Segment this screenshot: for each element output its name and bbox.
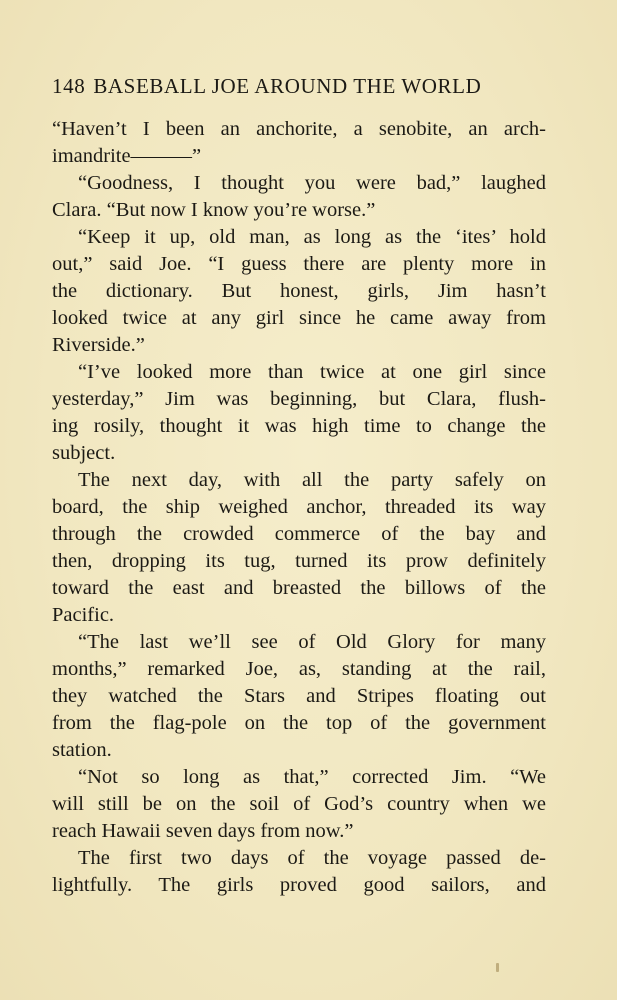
text-line: “Goodness, I thought you were bad,” laughed (78, 172, 546, 194)
text-line: ing rosily, thought it was high time to change the (52, 415, 546, 437)
text-line: subject. (52, 442, 116, 464)
text-line: then, dropping its tug, turned its prow definitely (52, 550, 546, 572)
text-line: reach Hawaii seven days from now.” (52, 820, 354, 842)
text-line: looked twice at any girl since he came away from (52, 307, 546, 329)
text-line: yesterday,” Jim was beginning, but Clara, flush- (52, 388, 546, 410)
body-text (52, 116, 546, 899)
paper-speck (496, 963, 499, 972)
text-line: will still be on the soil of God’s country when we (52, 793, 546, 815)
text-line: out,” said Joe. “I guess there are plenty more in (52, 253, 546, 275)
text-line: “Not so long as that,” corrected Jim. “We (78, 766, 546, 788)
text-line: toward the east and breasted the billows of the (52, 577, 546, 599)
page-number: 148 (52, 74, 86, 98)
text-line: through the crowded commerce of the bay and (52, 523, 546, 545)
text-line: they watched the Stars and Stripes floating out (52, 685, 546, 707)
text-line: the dictionary. But honest, girls, Jim hasn’t (52, 280, 546, 302)
text-line: “Haven’t I been an anchorite, a senobite, an arch- (52, 118, 546, 140)
text-line: imandrite———” (52, 145, 202, 167)
text-line: Pacific. (52, 604, 115, 626)
running-header (52, 73, 532, 99)
text-line: board, the ship weighed anchor, threaded its way (52, 496, 546, 518)
text-line: The first two days of the voyage passed de- (78, 847, 546, 869)
text-line: from the flag-pole on the top of the government (52, 712, 546, 734)
text-line: “Keep it up, old man, as long as the ‘ites’ hold (78, 226, 546, 248)
running-title: BASEBALL JOE AROUND THE WORLD (93, 74, 482, 98)
text-line: The next day, with all the party safely on (78, 469, 546, 491)
text-line: Riverside.” (52, 334, 145, 356)
text-line: station. (52, 739, 112, 761)
text-line: “The last we’ll see of Old Glory for many (78, 631, 546, 653)
text-line: “I’ve looked more than twice at one girl since (78, 361, 546, 383)
text-line: Clara. “But now I know you’re worse.” (52, 199, 376, 221)
text-line: months,” remarked Joe, as, standing at the rail, (52, 658, 546, 680)
text-line: lightfully. The girls proved good sailors, and (52, 874, 546, 896)
